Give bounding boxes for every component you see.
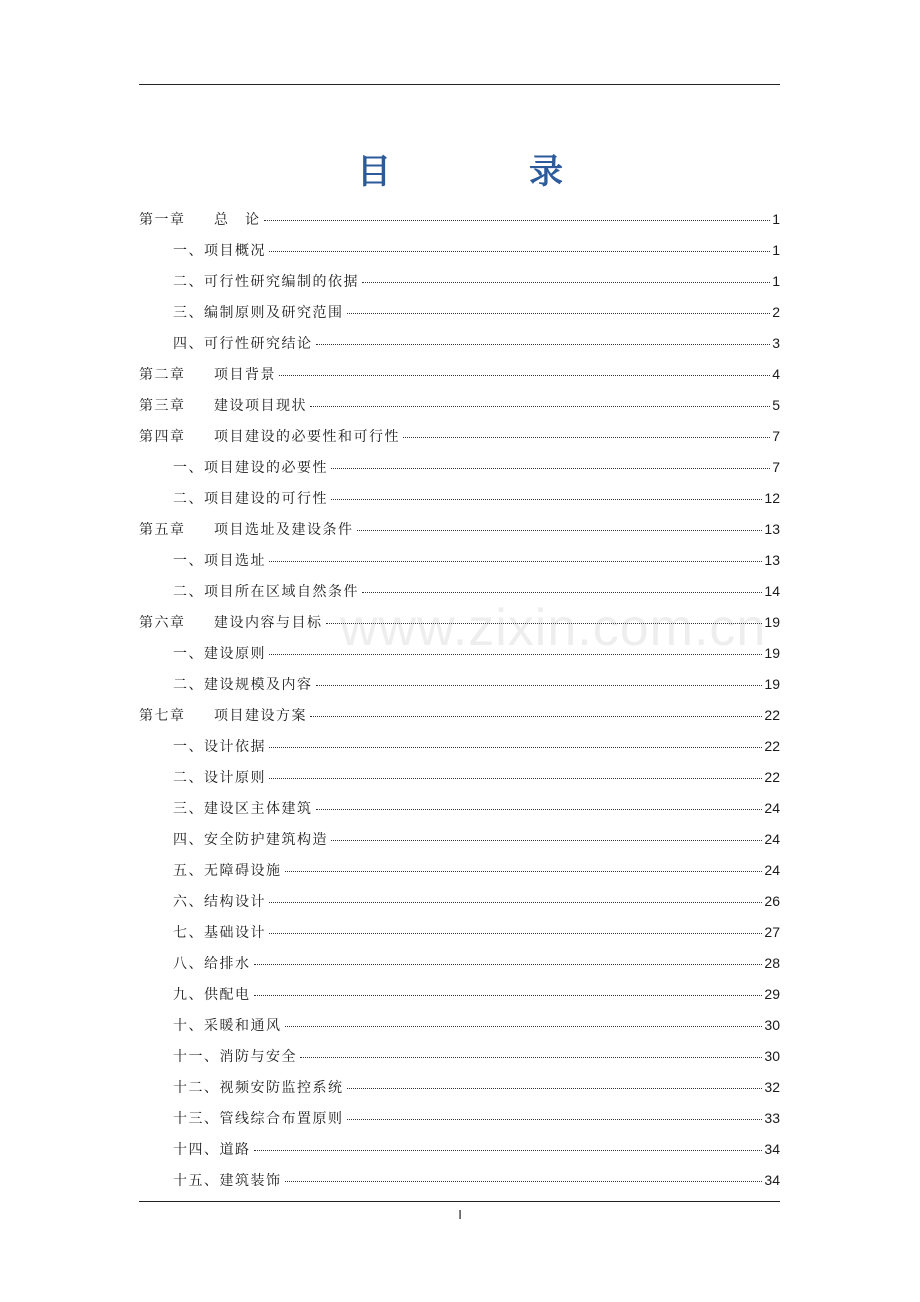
toc-entry-title: 十五、建筑装饰 <box>173 1173 282 1189</box>
toc-entry-title: 二、建设规模及内容 <box>173 677 313 693</box>
toc-section-entry[interactable] <box>139 452 780 483</box>
toc-dot-leader <box>331 499 762 500</box>
toc-section-entry[interactable] <box>139 1072 780 1103</box>
toc-section-entry[interactable] <box>139 979 780 1010</box>
toc-entry-title: 一、建设原则 <box>173 646 266 662</box>
toc-chapter-entry[interactable] <box>139 607 780 638</box>
toc-section-entry[interactable] <box>139 545 780 576</box>
toc-dot-leader <box>285 1181 763 1182</box>
toc-entry-title <box>139 608 323 639</box>
toc-entry-title: 十二、视频安防监控系统 <box>173 1080 344 1096</box>
toc-entry-title: 二、项目所在区域自然条件 <box>173 584 359 600</box>
toc-chapter-entry[interactable] <box>139 359 780 390</box>
toc-entry-title: 一、设计依据 <box>173 739 266 755</box>
toc-dot-leader <box>269 561 762 562</box>
toc-dot-leader <box>269 933 762 934</box>
toc-entry-title: 七、基础设计 <box>173 925 266 941</box>
toc-dot-leader <box>310 716 762 717</box>
toc-chapter-number: 第七章 <box>139 708 186 724</box>
toc-chapter-number: 第二章 <box>139 367 186 383</box>
toc-page-number: 32 <box>764 1079 780 1095</box>
toc-page-number: 22 <box>764 707 780 723</box>
toc-dot-leader <box>264 220 771 221</box>
toc-section-entry[interactable] <box>139 1041 780 1072</box>
toc-entry-title: 二、可行性研究编制的依据 <box>173 274 359 290</box>
toc-chapter-entry[interactable] <box>139 514 780 545</box>
toc-dot-leader <box>269 902 762 903</box>
toc-entry-title: 二、项目建设的可行性 <box>173 491 328 507</box>
toc-page-number: 24 <box>764 831 780 847</box>
toc-dot-leader <box>254 964 763 965</box>
toc-entry-title: 十四、道路 <box>173 1142 251 1158</box>
toc-entry-title: 八、给排水 <box>173 956 251 972</box>
toc-dot-leader <box>269 747 762 748</box>
toc-dot-leader <box>279 375 770 376</box>
toc-dot-leader <box>357 530 763 531</box>
toc-entry-title: 五、无障碍设施 <box>173 863 282 879</box>
toc-page-number: 27 <box>764 924 780 940</box>
toc-entry-title: 十、采暖和通风 <box>173 1018 282 1034</box>
page-title: 目 录 <box>357 152 615 192</box>
toc-dot-leader <box>403 437 770 438</box>
toc-entry-title <box>139 391 307 422</box>
toc-section-entry[interactable] <box>139 855 780 886</box>
toc-entry-title: 九、供配电 <box>173 987 251 1003</box>
toc-page-number: 22 <box>764 738 780 754</box>
toc-page-number: 19 <box>764 614 780 630</box>
toc-dot-leader <box>269 654 762 655</box>
toc-entry-title <box>139 701 307 732</box>
toc-section-entry[interactable] <box>139 917 780 948</box>
toc-dot-leader <box>285 871 763 872</box>
toc-entry-title: 三、编制原则及研究范围 <box>173 305 344 321</box>
toc-dot-leader <box>316 685 763 686</box>
toc-page-number: 19 <box>764 645 780 661</box>
toc-chapter-title: 项目选址及建设条件 <box>214 522 354 538</box>
toc-entry-title: 二、设计原则 <box>173 770 266 786</box>
toc-section-entry[interactable] <box>139 948 780 979</box>
toc-chapter-entry[interactable] <box>139 700 780 731</box>
toc-page-number: 34 <box>764 1172 780 1188</box>
toc-chapter-number: 第六章 <box>139 615 186 631</box>
toc-dot-leader <box>269 251 770 252</box>
toc-chapter-number: 第四章 <box>139 429 186 445</box>
toc-dot-leader <box>362 592 762 593</box>
toc-page-number: 7 <box>772 459 780 475</box>
toc-chapter-title: 总 论 <box>214 212 261 228</box>
toc-page-number: 30 <box>764 1017 780 1033</box>
toc-chapter-number: 第三章 <box>139 398 186 414</box>
toc-dot-leader <box>316 344 771 345</box>
toc-entry-title: 四、可行性研究结论 <box>173 336 313 352</box>
toc-entry-title <box>139 360 276 391</box>
toc-page-number: 29 <box>764 986 780 1002</box>
toc-section-entry[interactable] <box>139 235 780 266</box>
toc-section-entry[interactable] <box>139 886 780 917</box>
toc-dot-leader <box>254 1150 763 1151</box>
toc-section-entry[interactable] <box>139 793 780 824</box>
toc-chapter-entry[interactable] <box>139 204 780 235</box>
toc-dot-leader <box>269 778 762 779</box>
toc-section-entry[interactable] <box>139 297 780 328</box>
toc-chapter-title: 建设项目现状 <box>214 398 307 414</box>
toc-chapter-entry[interactable] <box>139 421 780 452</box>
toc-dot-leader <box>362 282 770 283</box>
toc-section-entry[interactable] <box>139 483 780 514</box>
toc-entry-title: 十三、管线综合布置原则 <box>173 1111 344 1127</box>
toc-chapter-number: 第一章 <box>139 212 186 228</box>
toc-page-number: 1 <box>772 273 780 289</box>
toc-dot-leader <box>254 995 763 996</box>
toc-dot-leader <box>347 1119 763 1120</box>
toc-entry-title <box>139 515 354 546</box>
watermark: www.zixin.com.cn <box>340 599 767 657</box>
toc-page-number: 28 <box>764 955 780 971</box>
toc-chapter-title: 项目建设方案 <box>214 708 307 724</box>
toc-section-entry[interactable] <box>139 576 780 607</box>
toc-entry-title: 六、结构设计 <box>173 894 266 910</box>
toc-entry-title: 一、项目概况 <box>173 243 266 259</box>
toc-section-entry[interactable] <box>139 638 780 669</box>
toc-page-number: 14 <box>764 583 780 599</box>
toc-page-number: 3 <box>772 335 780 351</box>
toc-page-number: 19 <box>764 676 780 692</box>
toc-page-number: 30 <box>764 1048 780 1064</box>
toc-section-entry[interactable] <box>139 328 780 359</box>
toc-dot-leader <box>316 809 763 810</box>
toc-dot-leader <box>331 468 770 469</box>
toc-entry-title <box>139 422 400 453</box>
toc-section-entry[interactable] <box>139 1134 780 1165</box>
toc-page-number: 24 <box>764 800 780 816</box>
toc-dot-leader <box>285 1026 763 1027</box>
toc-page-number: 33 <box>764 1110 780 1126</box>
toc-dot-leader <box>310 406 770 407</box>
toc-page-number: 34 <box>764 1141 780 1157</box>
toc-page-number: 2 <box>772 304 780 320</box>
toc-dot-leader <box>326 623 763 624</box>
toc-page-number: 22 <box>764 769 780 785</box>
toc-dot-leader <box>347 1088 763 1089</box>
toc-page-number: 12 <box>764 490 780 506</box>
toc-entry-title <box>139 205 261 236</box>
toc-section-entry[interactable] <box>139 762 780 793</box>
toc-entry-title: 三、建设区主体建筑 <box>173 801 313 817</box>
toc-section-entry[interactable] <box>139 1165 780 1196</box>
toc-entry-title: 一、项目选址 <box>173 553 266 569</box>
toc-page-number: 24 <box>764 862 780 878</box>
toc-dot-leader <box>331 840 762 841</box>
toc-section-entry[interactable] <box>139 669 780 700</box>
toc-entry-title: 一、项目建设的必要性 <box>173 460 328 476</box>
toc-page-number: 13 <box>764 521 780 537</box>
toc-chapter-title: 建设内容与目标 <box>214 615 323 631</box>
toc-chapter-entry[interactable] <box>139 390 780 421</box>
toc-dot-leader <box>300 1057 762 1058</box>
toc-section-entry[interactable] <box>139 266 780 297</box>
toc-page-number: 1 <box>772 242 780 258</box>
toc-dot-leader <box>347 313 771 314</box>
toc-page-number: 1 <box>772 211 780 227</box>
toc-page-number: 13 <box>764 552 780 568</box>
toc-section-entry[interactable] <box>139 1103 780 1134</box>
toc-chapter-title: 项目背景 <box>214 367 276 383</box>
header-rule <box>139 84 780 85</box>
toc-page-number: 26 <box>764 893 780 909</box>
toc-chapter-number: 第五章 <box>139 522 186 538</box>
toc-entry-title: 十一、消防与安全 <box>173 1049 297 1065</box>
toc-page-number: 7 <box>772 428 780 444</box>
toc-chapter-title: 项目建设的必要性和可行性 <box>214 429 400 445</box>
toc-page-number: 5 <box>772 397 780 413</box>
page-number: I <box>458 1207 462 1222</box>
table-of-contents <box>139 204 780 1196</box>
toc-section-entry[interactable] <box>139 731 780 762</box>
toc-section-entry[interactable] <box>139 824 780 855</box>
toc-page-number: 4 <box>772 366 780 382</box>
toc-section-entry[interactable] <box>139 1010 780 1041</box>
toc-entry-title: 四、安全防护建筑构造 <box>173 832 328 848</box>
footer-rule <box>139 1201 780 1202</box>
